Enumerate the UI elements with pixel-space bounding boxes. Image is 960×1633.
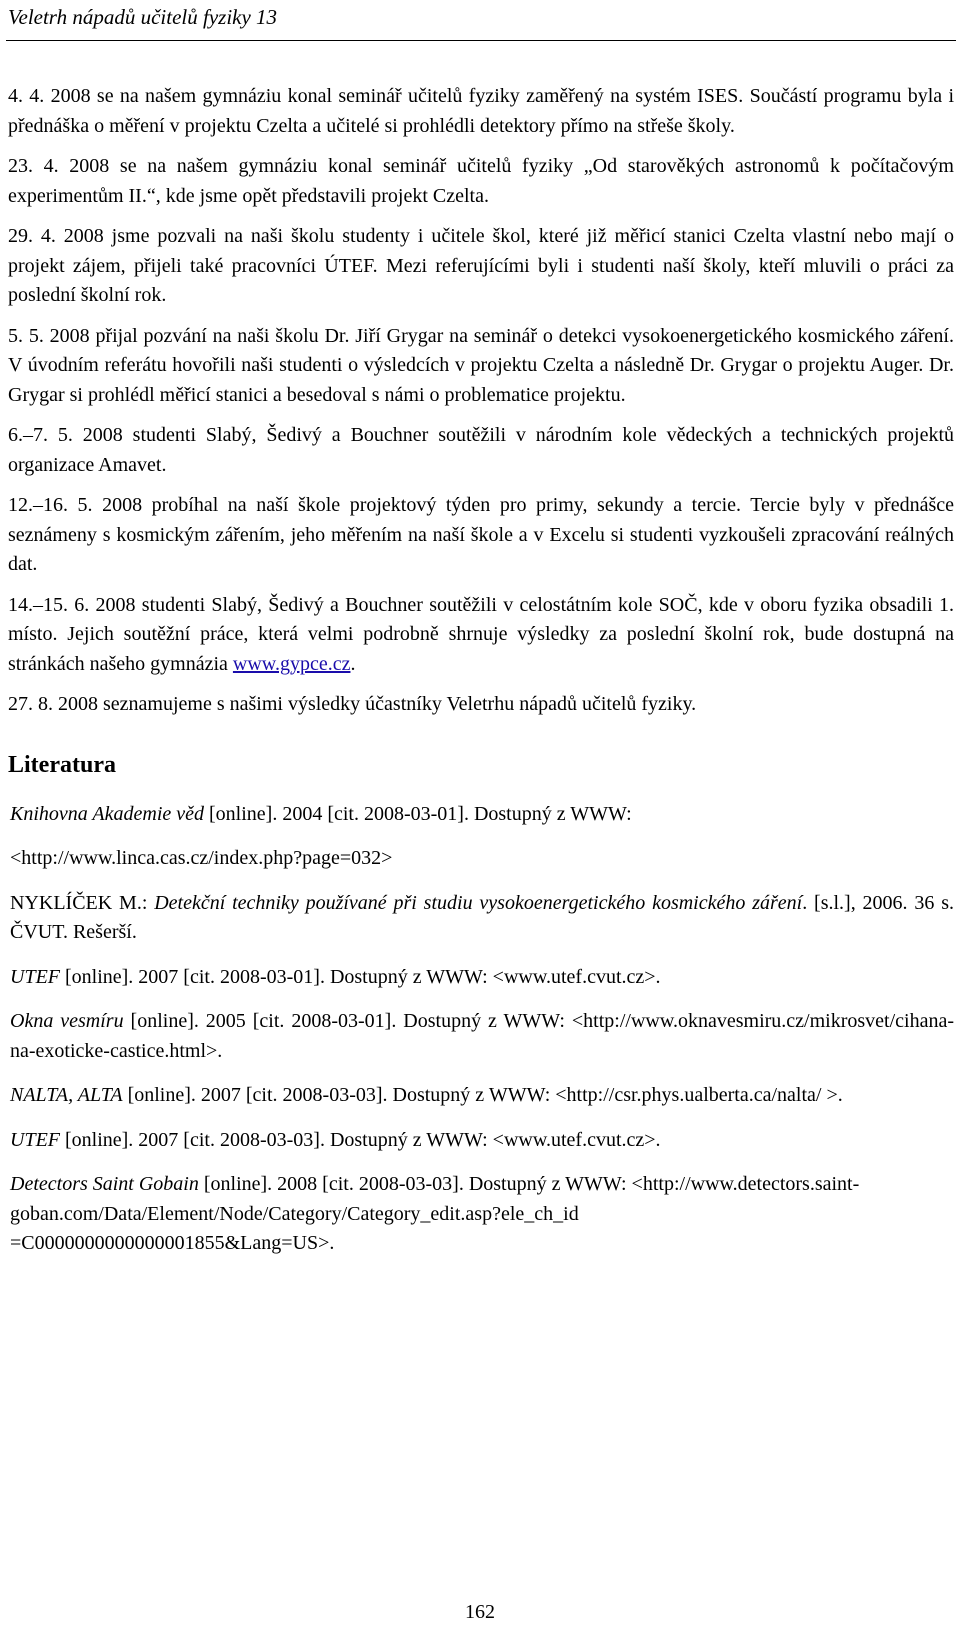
reference-text: . [s.l.], 2006. 36 s. ČVUT. Rešerší. bbox=[10, 891, 954, 943]
document-body bbox=[8, 82, 954, 1274]
reference-title: Knihovna Akademie věd bbox=[10, 802, 205, 825]
reference-title: UTEF bbox=[10, 965, 60, 988]
reference-author: NYKLÍČEK M.: bbox=[10, 891, 155, 914]
reference-title: NALTA, ALTA bbox=[10, 1084, 123, 1106]
reference-title: UTEF bbox=[10, 1128, 60, 1151]
reference-text: [online]. 2008 [cit. 2008-03-03]. Dostupný z WWW: <http://www.detectors.saint- bbox=[198, 1173, 860, 1195]
reference-text: [online]. 2007 [cit. 2008-03-01]. Dostupný z WWW: <www.utef.cvut.cz>. bbox=[60, 965, 661, 988]
paragraph-astronomy-seminar: 23. 4. 2008 se na našem gymnáziu konal seminář učitelů fyziky „Od starověkých astronomů k počítačovým experimentům II.“, kde jsme opět představili projekt Czelta. bbox=[8, 155, 954, 207]
reference-title: Detectors Saint Gobain bbox=[10, 1173, 199, 1195]
reference-text: [online]. 2004 [cit. 2008-03-01]. Dostupný z WWW: bbox=[204, 802, 632, 825]
reference-text: goban.com/Data/Element/Node/Category/Category_edit.asp?ele_ch_id bbox=[10, 1202, 579, 1225]
reference-text: [online]. 2007 [cit. 2008-03-03]. Dostupný z WWW: <www.utef.cvut.cz>. bbox=[60, 1128, 661, 1151]
reference-continuation bbox=[8, 1200, 954, 1230]
reference-item bbox=[8, 889, 954, 948]
reference-title: Detekční techniky používané při studiu vysokoenergetického kosmického záření bbox=[154, 891, 803, 914]
reference-continuation bbox=[8, 1229, 954, 1259]
reference-item bbox=[8, 844, 954, 874]
paragraph-czelta-meeting: 29. 4. 2008 jsme pozvali na naši školu studenty i učitele škol, které již měřicí stanici Czelta vlastní nebo mají o projekt zájem, přijeli také pracovníci ÚTEF. Mezi referujícími byli i studenti naší školy, kteří mluvili o práci za poslední školní rok. bbox=[8, 225, 954, 306]
paragraph-veletrh: 27. 8. 2008 seznamujeme s našimi výsledky účastníky Veletrhu nápadů učitelů fyziky. bbox=[8, 693, 697, 715]
reference-text: [online]. 2007 [cit. 2008-03-03]. Dostupný z WWW: <http://csr.phys.ualberta.ca/nalta/ >. bbox=[122, 1084, 843, 1106]
page-number: 162 bbox=[465, 1601, 495, 1623]
paragraph-project-week: 12.–16. 5. 2008 probíhal na naší škole projektový týden pro primy, sekundy a tercie. Tercie byly v přednášce seznámeny s kosmickým zářením, jeho měřením na naší škole a v Excelu si studenti vyzkoušeli zpracování reálných dat. bbox=[8, 494, 954, 575]
paragraph-soc-end: . bbox=[350, 652, 356, 675]
page-header bbox=[6, 0, 956, 41]
reference-title: Okna vesmíru bbox=[10, 1010, 124, 1032]
reference-text: [online]. 2005 [cit. 2008-03-01]. Dostupný z WWW: <http://www.oknavesmiru.cz/mikrosvet/cihana-na-exoticke-castice.html>. bbox=[10, 1010, 954, 1062]
reference-item bbox=[8, 1081, 954, 1111]
paragraph-grygar-visit: 5. 5. 2008 přijal pozvání na naši školu Dr. Jiří Grygar na seminář o detekci vysokoenergetického kosmického záření. V úvodním referátu hovořili naši studenti o výsledcích v projektu Czelta a následně Dr. Grygar o projektu Auger. Dr. Grygar si prohlédl měřicí stanici a besedoval s námi o problematice projektu. bbox=[8, 324, 954, 406]
header-title: Veletrh nápadů učitelů fyziky 13 bbox=[8, 5, 278, 29]
reference-item bbox=[8, 1126, 954, 1156]
reference-item bbox=[8, 963, 954, 993]
reference-item bbox=[8, 1007, 954, 1066]
paragraph-soc-text: 14.–15. 6. 2008 studenti Slabý, Šedivý a Bouchner soutěžili v celostátním kole SOČ, kde v oboru fyzika obsadili 1. místo. Jejich soutěžní práce, která velmi podrobně shrnuje výsledky za poslední školní rok, bude dostupná na stránkách našeho gymnázia bbox=[8, 593, 954, 675]
literature-heading: Literatura bbox=[8, 751, 116, 778]
reference-item bbox=[8, 800, 954, 830]
reference-item bbox=[8, 1170, 954, 1200]
paragraph-amavet: 6.–7. 5. 2008 studenti Slabý, Šedivý a Bouchner soutěžili v národním kole vědeckých a technických projektů organizace Amavet. bbox=[8, 424, 954, 476]
reference-text: <http://www.linca.cas.cz/index.php?page=032> bbox=[10, 847, 393, 869]
reference-text: =C0000000000000001855&Lang=US>. bbox=[10, 1232, 335, 1254]
gypce-link[interactable]: www.gypce.cz bbox=[232, 652, 351, 675]
paragraph-soc bbox=[8, 591, 954, 680]
paragraph-ises-seminar: 4. 4. 2008 se na našem gymnáziu konal seminář učitelů fyziky zaměřený na systém ISES. Součástí programu byla i přednáška o měření v projektu Czelta a učitelé si prohlédli detektory přímo na střeše školy. bbox=[8, 85, 954, 137]
